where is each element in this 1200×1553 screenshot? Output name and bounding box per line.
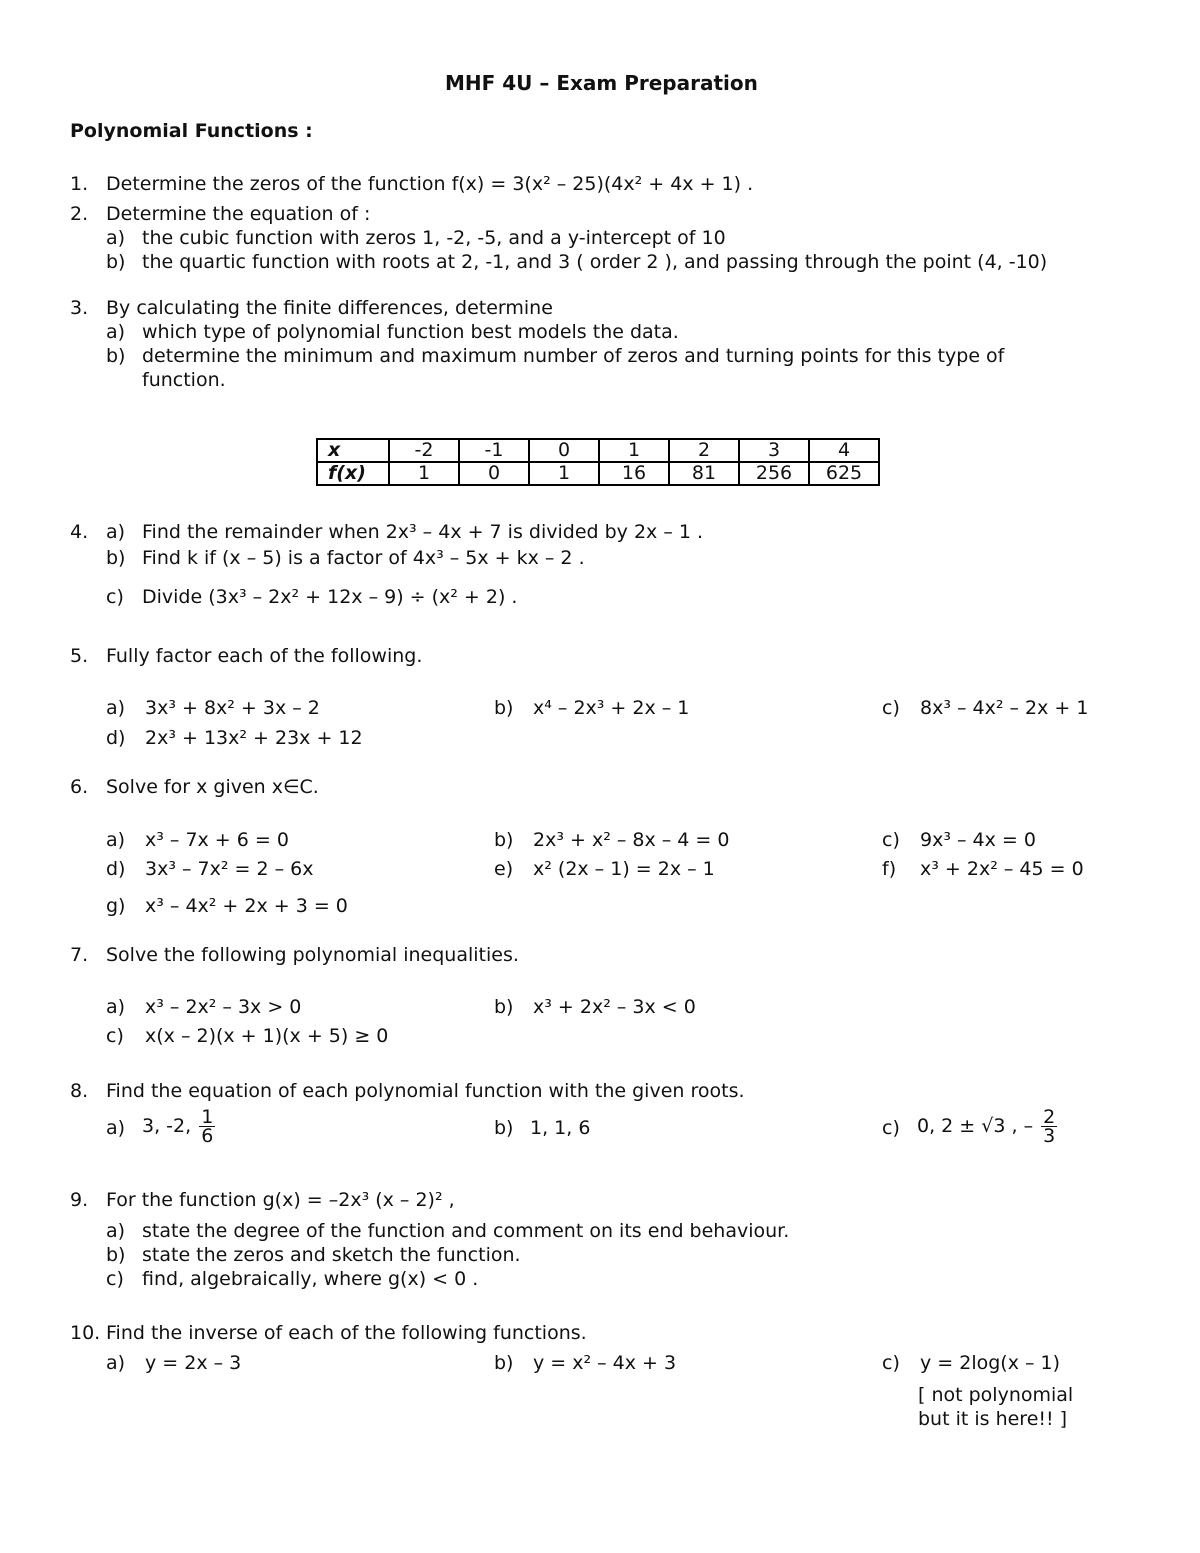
table-cell: 4	[809, 439, 879, 462]
table-cell: 1	[599, 439, 669, 462]
table-cell: 2	[669, 439, 739, 462]
table-cell: 16	[599, 462, 669, 485]
q7b-text: x³ + 2x² – 3x < 0	[533, 996, 696, 1018]
q8a-label: a)	[106, 1117, 126, 1139]
q5b-text: x⁴ – 2x³ + 2x – 1	[533, 697, 690, 719]
q4c-text: Divide (3x³ – 2x² + 12x – 9) ÷ (x² + 2) .	[142, 586, 518, 608]
q7b-label: b)	[494, 996, 514, 1018]
q8a-roots: 3, -2,	[142, 1115, 192, 1137]
q5a-text: 3x³ + 8x² + 3x – 2	[145, 697, 320, 719]
q4b-label: b)	[106, 547, 126, 569]
table-cell: -1	[459, 439, 529, 462]
q5d-label: d)	[106, 727, 126, 749]
q6a-text: x³ – 7x + 6 = 0	[145, 829, 289, 851]
table-header-x: x	[317, 439, 389, 462]
q2a-text: the cubic function with zeros 1, -2, -5, and a y-intercept of 10	[142, 227, 726, 249]
q2a-label: a)	[106, 227, 126, 249]
q9a-text: state the degree of the function and comment on its end behaviour.	[142, 1220, 790, 1242]
q10c-text: y = 2log(x – 1)	[920, 1352, 1061, 1374]
q6-number: 6.	[70, 776, 89, 798]
q10-text: Find the inverse of each of the following functions.	[106, 1322, 587, 1344]
q4-number: 4.	[70, 521, 89, 543]
q7a-text: x³ – 2x² – 3x > 0	[145, 996, 302, 1018]
q8c-fraction	[1041, 1108, 1057, 1145]
q2-number: 2.	[70, 203, 89, 225]
q10a-text: y = 2x – 3	[145, 1352, 242, 1374]
q10b-label: b)	[494, 1352, 514, 1374]
fraction-denominator: 3	[1043, 1125, 1056, 1147]
table-cell: -2	[389, 439, 459, 462]
q8a-fraction	[199, 1108, 215, 1145]
q6c-label: c)	[882, 829, 900, 851]
q9a-label: a)	[106, 1220, 126, 1242]
q6f-label: f)	[882, 858, 897, 880]
q4b-text: Find k if (x – 5) is a factor of 4x³ – 5x + kx – 2 .	[142, 547, 585, 569]
q3a-text: which type of polynomial function best models the data.	[142, 321, 679, 343]
q6g-label: g)	[106, 895, 126, 917]
q5d-text: 2x³ + 13x² + 23x + 12	[145, 727, 363, 749]
q6e-label: e)	[494, 858, 514, 880]
q6a-label: a)	[106, 829, 126, 851]
q8b-text: 1, 1, 6	[530, 1117, 591, 1139]
q7c-label: c)	[106, 1025, 124, 1047]
q2b-label: b)	[106, 251, 126, 273]
q5-text: Fully factor each of the following.	[106, 645, 423, 667]
page-title: MHF 4U – Exam Preparation	[445, 71, 758, 95]
table-row-x	[317, 439, 879, 462]
q10b-text: y = x² – 4x + 3	[533, 1352, 677, 1374]
q7c-text: x(x – 2)(x + 1)(x + 5) ≥ 0	[145, 1025, 389, 1047]
table-cell: 625	[809, 462, 879, 485]
fraction-numerator: 1	[201, 1106, 214, 1128]
table-cell: 0	[459, 462, 529, 485]
q8a-text	[142, 1106, 217, 1146]
q1-text: Determine the zeros of the function f(x) = 3(x² – 25)(4x² + 4x + 1) .	[106, 173, 754, 195]
q6b-text: 2x³ + x² – 8x – 4 = 0	[533, 829, 730, 851]
q5b-label: b)	[494, 697, 514, 719]
fraction-denominator: 6	[201, 1125, 214, 1147]
q6c-text: 9x³ – 4x = 0	[920, 829, 1036, 851]
q10c-note-line2: but it is here!! ]	[918, 1408, 1068, 1430]
q7-number: 7.	[70, 944, 89, 966]
table-row-fx	[317, 462, 879, 485]
table-cell: 1	[529, 462, 599, 485]
q8c-roots: 0, 2 ± √3 , –	[917, 1115, 1034, 1137]
fraction-numerator: 2	[1043, 1106, 1056, 1128]
q10a-label: a)	[106, 1352, 126, 1374]
q7-text: Solve the following polynomial inequalities.	[106, 944, 519, 966]
q8-number: 8.	[70, 1080, 89, 1102]
q9-text: For the function g(x) = –2x³ (x – 2)² ,	[106, 1189, 455, 1211]
table-cell: 0	[529, 439, 599, 462]
q2b-text: the quartic function with roots at 2, -1, and 3 ( order 2 ), and passing through the point (4, -10)	[142, 251, 1048, 273]
q10c-note-line1: [ not polynomial	[918, 1384, 1074, 1406]
q3b-text-line2: function.	[142, 369, 226, 391]
q3b-text-line1: determine the minimum and maximum number of zeros and turning points for this type of	[142, 345, 1005, 367]
q8-text: Find the equation of each polynomial function with the given roots.	[106, 1080, 745, 1102]
q3a-label: a)	[106, 321, 126, 343]
q6b-label: b)	[494, 829, 514, 851]
table-cell: 3	[739, 439, 809, 462]
finite-differences-table	[316, 438, 880, 486]
q5c-label: c)	[882, 697, 900, 719]
q9c-text: find, algebraically, where g(x) < 0 .	[142, 1268, 479, 1290]
q10-number: 10.	[70, 1322, 101, 1344]
q9-number: 9.	[70, 1189, 89, 1211]
q8c-label: c)	[882, 1117, 900, 1139]
table-cell: 81	[669, 462, 739, 485]
q6f-text: x³ + 2x² – 45 = 0	[920, 858, 1084, 880]
q5-number: 5.	[70, 645, 89, 667]
q3-number: 3.	[70, 297, 89, 319]
q3b-label: b)	[106, 345, 126, 367]
q6g-text: x³ – 4x² + 2x + 3 = 0	[145, 895, 348, 917]
q9b-text: state the zeros and sketch the function.	[142, 1244, 521, 1266]
q3-text: By calculating the finite differences, determine	[106, 297, 553, 319]
q4c-label: c)	[106, 586, 124, 608]
q4a-label: a)	[106, 521, 126, 543]
q9c-label: c)	[106, 1268, 124, 1290]
q4a-text: Find the remainder when 2x³ – 4x + 7 is divided by 2x – 1 .	[142, 521, 704, 543]
q9b-label: b)	[106, 1244, 126, 1266]
q7a-label: a)	[106, 996, 126, 1018]
q5c-text: 8x³ – 4x² – 2x + 1	[920, 697, 1089, 719]
q10c-label: c)	[882, 1352, 900, 1374]
q6d-text: 3x³ – 7x² = 2 – 6x	[145, 858, 314, 880]
section-heading: Polynomial Functions :	[70, 120, 313, 142]
q6-text: Solve for x given x∈C.	[106, 776, 319, 798]
q6d-label: d)	[106, 858, 126, 880]
q5a-label: a)	[106, 697, 126, 719]
q1-number: 1.	[70, 173, 89, 195]
q8b-label: b)	[494, 1117, 514, 1139]
q8c-text	[917, 1106, 1059, 1146]
q6e-text: x² (2x – 1) = 2x – 1	[533, 858, 715, 880]
q2-text: Determine the equation of :	[106, 203, 371, 225]
table-cell: 256	[739, 462, 809, 485]
table-header-fx: f(x)	[317, 462, 389, 485]
table-cell: 1	[389, 462, 459, 485]
